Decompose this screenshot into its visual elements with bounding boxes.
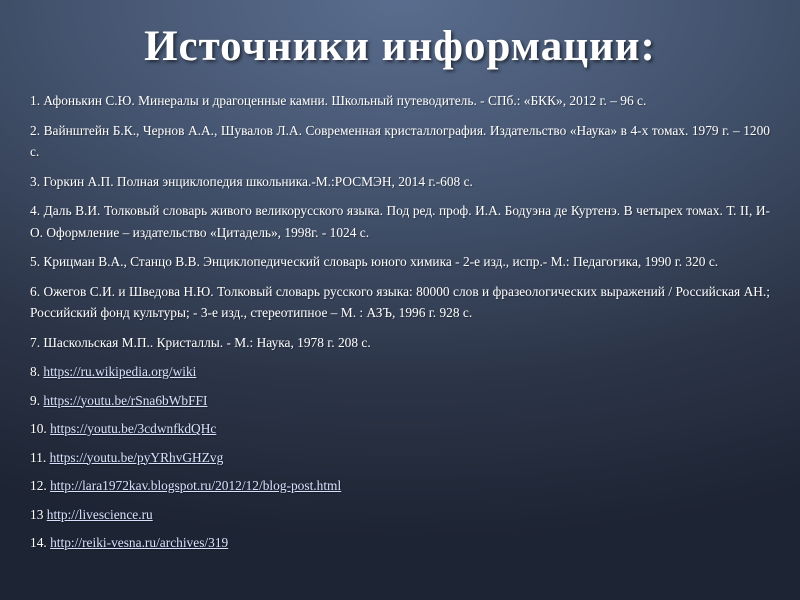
source-item-14 [30, 532, 770, 554]
source-item-5: 5. Крицман В.А., Станцо В.В. Энциклопедический словарь юного химика - 2-е изд., испр.- М.: Педагогика, 1990 г. 320 с. [30, 254, 719, 269]
source-item-9 [30, 390, 770, 412]
source-link-reiki-vesna[interactable]: http://reiki-vesna.ru/archives/319 [50, 535, 229, 550]
slide-title: Источники информации: [144, 23, 656, 70]
source-item-8 [30, 361, 770, 383]
source-link-youtube-2[interactable]: https://youtu.be/3cdwnfkdQHc [50, 421, 217, 436]
source-number: 14. [30, 535, 51, 550]
source-item-12 [30, 475, 770, 497]
source-number: 12. [30, 478, 51, 493]
source-item-11 [30, 447, 770, 469]
source-number: 13 [30, 506, 47, 522]
source-item-4: 4. Даль В.И. Толковый словарь живого великорусского языка. Под ред. проф. И.А. Бодуэна де Куртенэ. В четырех томах. Т. II, И-О. Оформление – издательство «Цитадель», 1998г. - 1024 с. [30, 203, 770, 240]
source-item-10 [30, 418, 770, 440]
source-link-livescience[interactable]: http://livescience.ru [46, 506, 153, 522]
source-item-6: 6. Ожегов С.И. и Шведова Н.Ю. Толковый словарь русского языка: 80000 слов и фразеологических выражений / Российская АН.; Российский фонд культуры; - 3-е изд., стереотипное – М. : АЗЪ, 1996 г. 928 с. [30, 283, 770, 320]
source-item-2: 2. Вайнштейн Б.К., Чернов А.А., Шувалов Л.А. Современная кристаллография. Издательство «Наука» в 4-х томах. 1979 г. – 1200 с. [30, 122, 770, 159]
source-item-1: 1. Афонькин С.Ю. Минералы и драгоценные камни. Школьный путеводитель. - СПб.: «БКК», 2012 г. – 96 с. [30, 93, 647, 108]
source-link-youtube-1[interactable]: https://youtu.be/rSna6bWbFFI [43, 392, 208, 408]
source-item-3: 3. Горкин А.П. Полная энциклопедия школьника.-М.:РОСМЭН, 2014 г.-608 с. [30, 173, 473, 189]
source-number: 11. [30, 449, 50, 465]
source-number: 10. [30, 421, 51, 436]
source-link-blogspot[interactable]: http://lara1972kav.blogspot.ru/2012/12/blog-post.html [50, 478, 342, 493]
source-item-13 [30, 504, 770, 526]
source-number: 9. [30, 392, 44, 408]
sources-list [30, 90, 770, 561]
source-item-7: 7. Шаскольская М.П.. Кристаллы. - М.: Наука, 1978 г. 208 с. [30, 334, 371, 350]
source-number: 8. [30, 364, 44, 379]
source-link-youtube-3[interactable]: https://youtu.be/pyYRhvGHZvg [49, 449, 224, 465]
source-link-wikipedia[interactable]: https://ru.wikipedia.org/wiki [43, 364, 197, 379]
